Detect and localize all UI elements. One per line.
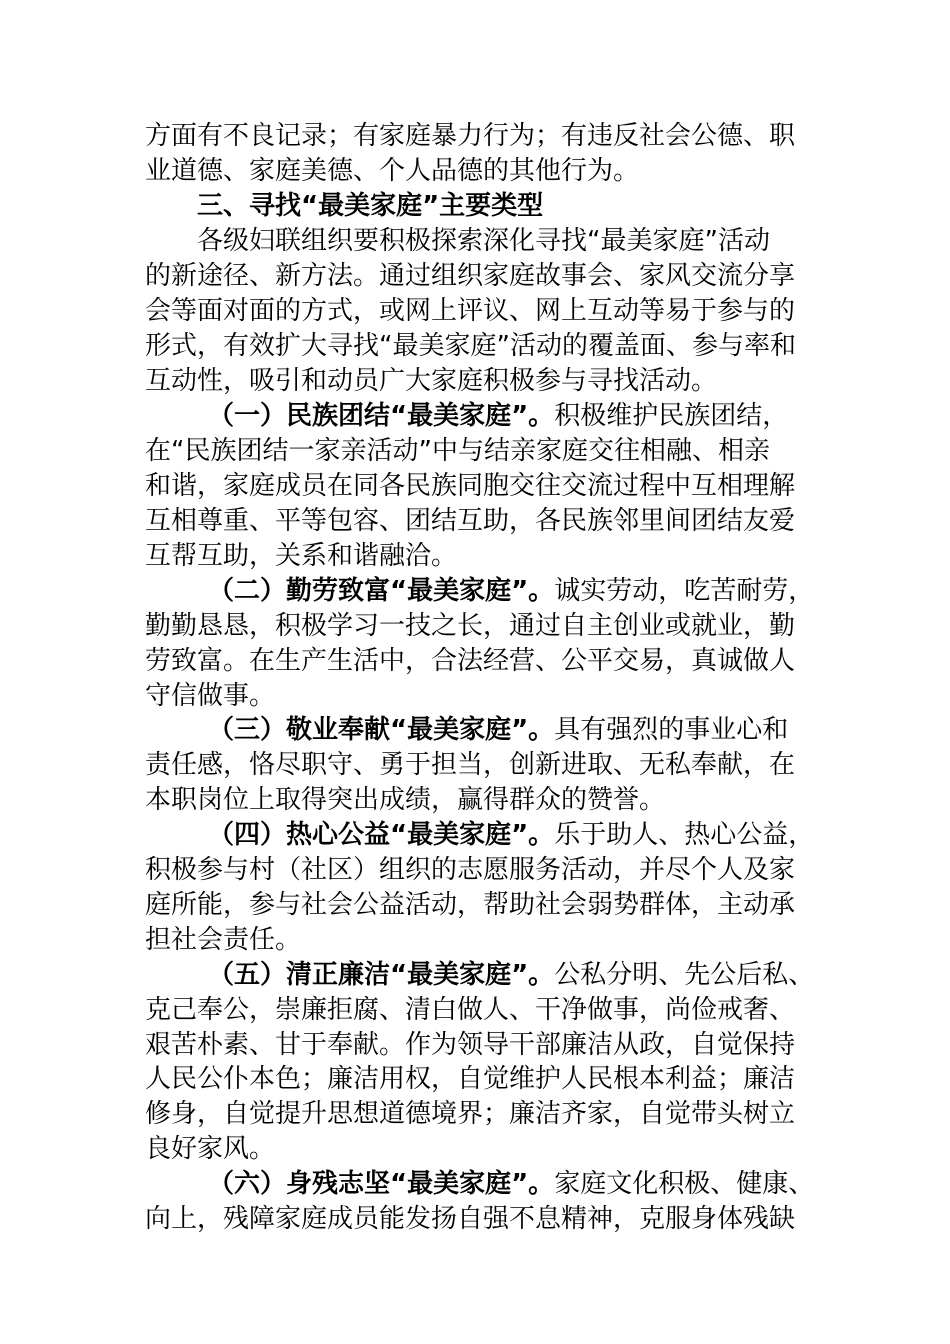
section-heading: 三、寻找“最美家庭”主要类型 xyxy=(197,191,544,221)
text-line: 会等面对面的方式，或网上评议、网上互动等易于参与的 xyxy=(145,296,796,326)
text-line: 和谐，家庭成员在同各民族同胞交往交流过程中互相理解 xyxy=(145,471,796,501)
subsection-line xyxy=(208,1166,898,1202)
subsection-line xyxy=(208,573,898,609)
subsection-text: 诚实劳动，吃苦耐劳， xyxy=(554,576,815,606)
text-line: 本职岗位上取得突出成绩，赢得群众的赞誉。 xyxy=(145,785,666,815)
text-line: 互相尊重、平等包容、团结互助，各民族邻里间团结友爱 xyxy=(145,506,796,536)
text-line: 的新途径、新方法。通过组织家庭故事会、家风交流分享 xyxy=(145,261,796,291)
text-line: 积极参与村（社区）组织的志愿服务活动，并尽个人及家 xyxy=(145,855,796,885)
subsection-heading: （三）敬业奉献“最美家庭”。 xyxy=(208,715,555,745)
text-line: 庭所能，参与社会公益活动，帮助社会弱势群体，主动承 xyxy=(145,890,796,920)
subsection-heading: （一）民族团结“最美家庭”。 xyxy=(208,401,555,431)
text-line: 方面有不良记录；有家庭暴力行为；有违反社会公德、职 xyxy=(145,121,796,151)
subsection-text: 积极维护民族团结， xyxy=(554,401,789,431)
text-line: 勤勤恳恳，积极学习一技之长，通过自主创业或就业，勤 xyxy=(145,611,796,641)
text-line: 互动性，吸引和动员广大家庭积极参与寻找活动。 xyxy=(145,366,718,396)
subsection-heading: （二）勤劳致富“最美家庭”。 xyxy=(208,576,555,606)
text-line: 守信做事。 xyxy=(145,681,276,711)
text-line: 良好家风。 xyxy=(145,1134,276,1164)
text-line: 形式，有效扩大寻找“最美家庭”活动的覆盖面、参与率和 xyxy=(145,331,796,361)
text-line: 在“民族团结一家亲活动”中与结亲家庭交往相融、相亲 xyxy=(145,436,770,466)
text-line: 向上，残障家庭成员能发扬自强不息精神，克服身体残缺 xyxy=(145,1204,796,1234)
subsection-line xyxy=(208,712,898,748)
text-line: 克己奉公，崇廉拒腐、清白做人、干净做事，尚俭戒奢、 xyxy=(145,995,796,1025)
text-line: 人民公仆本色；廉洁用权，自觉维护人民根本利益；廉洁 xyxy=(145,1064,796,1094)
subsection-text: 家庭文化积极、健康、 xyxy=(554,1169,815,1199)
text-line: 修身，自觉提升思想道德境界；廉洁齐家，自觉带头树立 xyxy=(145,1099,796,1129)
text-line: 业道德、家庭美德、个人品德的其他行为。 xyxy=(145,156,640,186)
subsection-text: 乐于助人、热心公益， xyxy=(554,820,815,850)
subsection-line xyxy=(208,957,898,993)
text-line: 劳致富。在生产生活中，合法经营、公平交易，真诚做人 xyxy=(145,646,796,676)
subsection-text: 具有强烈的事业心和 xyxy=(554,715,789,745)
subsection-line xyxy=(208,817,898,853)
text-line: 责任感，恪尽职守、勇于担当，创新进取、无私奉献，在 xyxy=(145,750,796,780)
subsection-heading: （四）热心公益“最美家庭”。 xyxy=(208,820,555,850)
text-line: 互帮互助，关系和谐融洽。 xyxy=(145,541,458,571)
subsection-heading: （五）清正廉洁“最美家庭”。 xyxy=(208,960,555,990)
subsection-heading: （六）身残志坚“最美家庭”。 xyxy=(208,1169,555,1199)
subsection-text: 公私分明、先公后私、 xyxy=(554,960,815,990)
subsection-line xyxy=(208,398,898,434)
text-line: 艰苦朴素、甘于奉献。作为领导干部廉洁从政，自觉保持 xyxy=(145,1030,796,1060)
text-line: 各级妇联组织要积极探索深化寻找“最美家庭”活动 xyxy=(197,226,770,256)
text-line: 担社会责任。 xyxy=(145,925,302,955)
